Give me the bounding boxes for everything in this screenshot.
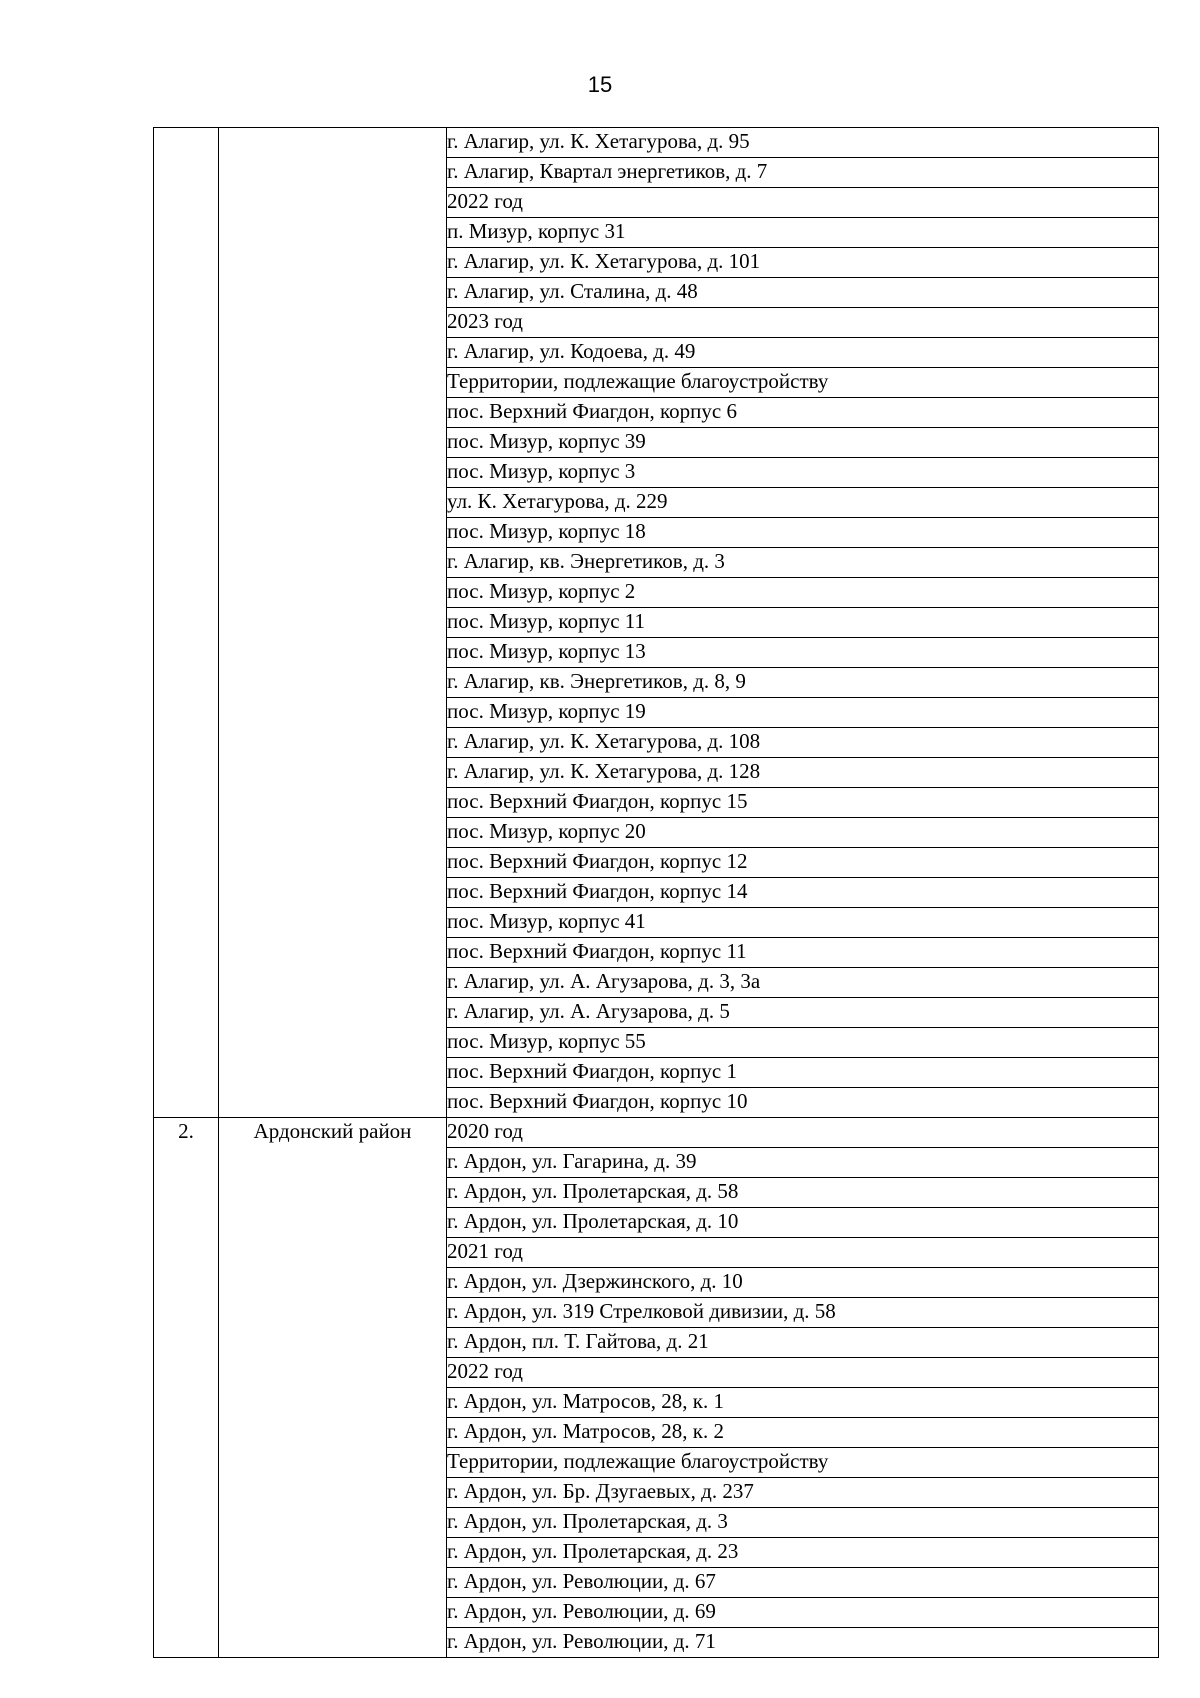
- address-cell: г. Ардон, ул. Дзержинского, д. 10: [447, 1268, 1159, 1298]
- address-cell: 2020 год: [447, 1118, 1159, 1148]
- address-table-body: [154, 128, 1159, 1658]
- address-cell: г. Алагир, ул. А. Агузарова, д. 3, 3а: [447, 968, 1159, 998]
- page-number: 15: [587, 72, 613, 97]
- address-cell: г. Ардон, ул. Пролетарская, д. 58: [447, 1178, 1159, 1208]
- address-cell: ул. К. Хетагурова, д. 229: [447, 488, 1159, 518]
- address-cell: пос. Мизур, корпус 39: [447, 428, 1159, 458]
- district-name-cell: Ардонский район: [219, 1118, 447, 1658]
- address-cell: г. Ардон, ул. Пролетарская, д. 23: [447, 1538, 1159, 1568]
- address-cell: пос. Верхний Фиагдон, корпус 11: [447, 938, 1159, 968]
- address-cell: пос. Мизур, корпус 11: [447, 608, 1159, 638]
- address-cell: г. Алагир, ул. К. Хетагурова, д. 95: [447, 128, 1159, 158]
- address-cell: г. Ардон, ул. Революции, д. 69: [447, 1598, 1159, 1628]
- address-cell: г. Алагир, ул. Сталина, д. 48: [447, 278, 1159, 308]
- address-cell: г. Ардон, ул. Матросов, 28, к. 2: [447, 1418, 1159, 1448]
- address-cell: пос. Верхний Фиагдон, корпус 10: [447, 1088, 1159, 1118]
- address-cell: г. Алагир, кв. Энергетиков, д. 8, 9: [447, 668, 1159, 698]
- address-cell: пос. Верхний Фиагдон, корпус 6: [447, 398, 1159, 428]
- address-cell: г. Алагир, ул. А. Агузарова, д. 5: [447, 998, 1159, 1028]
- district-name-cell: [219, 128, 447, 1118]
- address-cell: пос. Верхний Фиагдон, корпус 1: [447, 1058, 1159, 1088]
- address-cell: г. Ардон, ул. Матросов, 28, к. 1: [447, 1388, 1159, 1418]
- row-number-cell: [154, 128, 219, 1118]
- address-cell: г. Ардон, ул. Революции, д. 71: [447, 1628, 1159, 1658]
- address-cell: г. Ардон, ул. Гагарина, д. 39: [447, 1148, 1159, 1178]
- address-cell: пос. Верхний Фиагдон, корпус 14: [447, 878, 1159, 908]
- address-cell: пос. Мизур, корпус 20: [447, 818, 1159, 848]
- address-cell: Территории, подлежащие благоустройству: [447, 1448, 1159, 1478]
- address-cell: 2021 год: [447, 1238, 1159, 1268]
- address-cell: г. Ардон, ул. Бр. Дзугаевых, д. 237: [447, 1478, 1159, 1508]
- address-cell: г. Ардон, ул. 319 Стрелковой дивизии, д. 58: [447, 1298, 1159, 1328]
- address-cell: пос. Мизур, корпус 3: [447, 458, 1159, 488]
- row-number-cell: 2.: [154, 1118, 219, 1658]
- address-cell: г. Алагир, ул. К. Хетагурова, д. 108: [447, 728, 1159, 758]
- address-cell: 2023 год: [447, 308, 1159, 338]
- address-cell: 2022 год: [447, 1358, 1159, 1388]
- address-cell: г. Алагир, ул. К. Хетагурова, д. 128: [447, 758, 1159, 788]
- address-cell: г. Ардон, ул. Пролетарская, д. 3: [447, 1508, 1159, 1538]
- address-cell: г. Алагир, ул. К. Хетагурова, д. 101: [447, 248, 1159, 278]
- table-row: [154, 128, 1159, 158]
- address-cell: пос. Мизур, корпус 18: [447, 518, 1159, 548]
- address-cell: г. Алагир, ул. Кодоева, д. 49: [447, 338, 1159, 368]
- address-cell: г. Алагир, кв. Энергетиков, д. 3: [447, 548, 1159, 578]
- address-cell: 2022 год: [447, 188, 1159, 218]
- address-cell: г. Ардон, ул. Революции, д. 67: [447, 1568, 1159, 1598]
- address-cell: пос. Верхний Фиагдон, корпус 12: [447, 848, 1159, 878]
- address-cell: г. Ардон, ул. Пролетарская, д. 10: [447, 1208, 1159, 1238]
- address-table: [153, 127, 1159, 1658]
- address-cell: пос. Мизур, корпус 55: [447, 1028, 1159, 1058]
- address-cell: Территории, подлежащие благоустройству: [447, 368, 1159, 398]
- address-cell: п. Мизур, корпус 31: [447, 218, 1159, 248]
- address-cell: пос. Мизур, корпус 19: [447, 698, 1159, 728]
- address-cell: г. Алагир, Квартал энергетиков, д. 7: [447, 158, 1159, 188]
- address-cell: г. Ардон, пл. Т. Гайтова, д. 21: [447, 1328, 1159, 1358]
- address-cell: пос. Мизур, корпус 41: [447, 908, 1159, 938]
- address-cell: пос. Мизур, корпус 13: [447, 638, 1159, 668]
- address-cell: пос. Мизур, корпус 2: [447, 578, 1159, 608]
- table-row: [154, 1118, 1159, 1148]
- address-cell: пос. Верхний Фиагдон, корпус 15: [447, 788, 1159, 818]
